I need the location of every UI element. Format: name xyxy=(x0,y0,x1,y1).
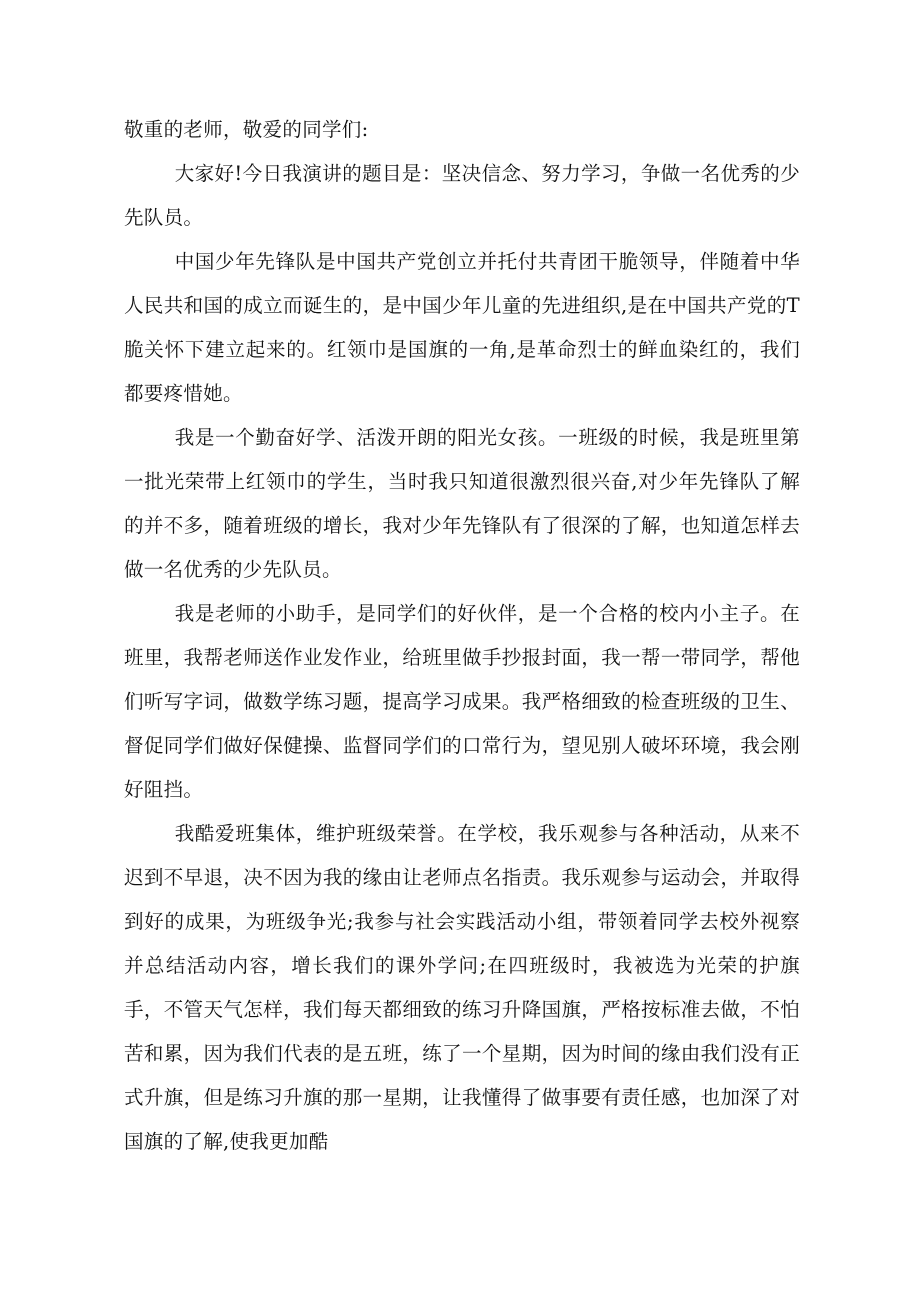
paragraph-class-activities: 我酷爱班集体，维护班级荣誉。在学校，我乐观参与各种活动，从来不迟到不早退，决不因为我的缘由让老师点名指责。我乐观参与运动会，并取得到好的成果，为班级争光;我参与社会实践活动小组，带领着同学去校外视察并总结活动内容，增长我们的课外学问;在四班级时，我被选为光荣的护旗手，不管天气怎样，我们每天都细致的练习升降国旗，严格按标准去做，不怕苦和累，因为我们代表的是五班，练了一个星期，因为时间的缘由我们没有正式升旗，但是练习升旗的那一星期，让我懂得了做事要有责任感，也加深了对国旗的了解,使我更加酷 xyxy=(124,822,800,1153)
paragraph-pioneers-intro: 中国少年先锋队是中国共产党创立并托付共青团干脆领导，伴随着中华人民共和国的成立而诞生的，是中国少年儿童的先进组织,是在中国共产党的T脆关怀下建立起来的。红领巾是国旗的一角,是革命烈士的鲜血染红的，我们都要疼惜她。 xyxy=(124,250,800,405)
paragraph-greeting: 大家好!今日我演讲的题目是：坚决信念、努力学习，争做一名优秀的少先队员。 xyxy=(124,162,800,229)
paragraph-self-intro: 我是一个勤奋好学、活泼开朗的阳光女孩。一班级的时候，我是班里第一批光荣带上红领巾的学生，当时我只知道很激烈很兴奋,对少年先锋队了解的并不多，随着班级的增长，我对少年先锋队有了很深的了解，也知道怎样去做一名优秀的少先队员。 xyxy=(124,426,800,581)
salutation: 敬重的老师，敬爱的同学们: xyxy=(124,118,369,141)
document-body xyxy=(124,108,800,1164)
paragraph-teacher-helper: 我是老师的小助手，是同学们的好伙伴，是一个合格的校内小主子。在班里，我帮老师送作业发作业，给班里做手抄报封面，我一帮一带同学，帮他们听写字词，做数学练习题，提高学习成果。我严格细致的检查班级的卫生、督促同学们做好保健操、监督同学们的口常行为，望见别人破坏环境，我会刚好阻挡。 xyxy=(124,602,800,801)
